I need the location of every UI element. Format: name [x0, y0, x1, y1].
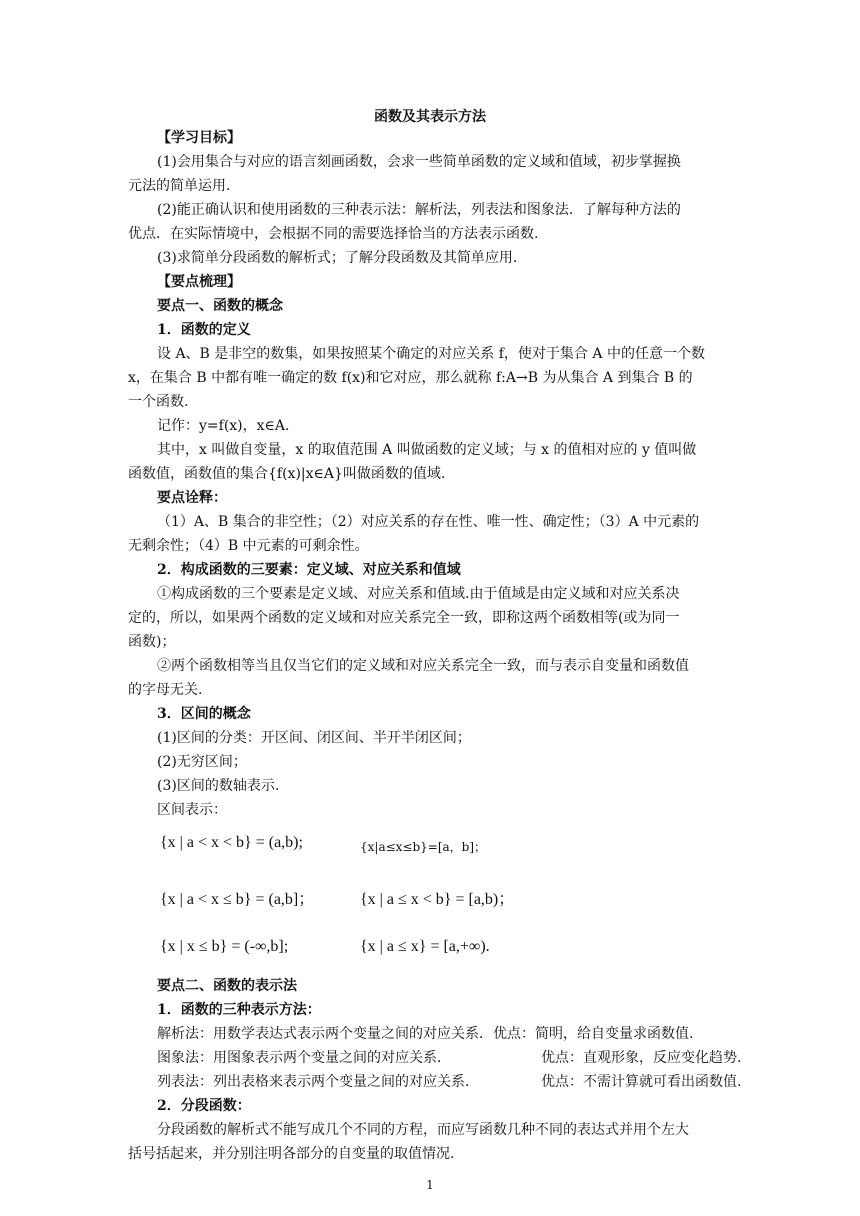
subsection-heading: 3．区间的概念	[157, 706, 251, 722]
paragraph-line	[157, 1046, 742, 1070]
paragraph-line: （1）A、B 集合的非空性；（2）对应关系的存在性、唯一性、确定性；（3）A 中元素的	[157, 514, 700, 530]
paragraph-line: 定的，所以，如果两个函数的定义域和对应关系完全一致，即称这两个函数相等(或为同一	[128, 610, 680, 626]
subsection-heading: 1．函数的定义	[157, 322, 251, 338]
paragraph-line: 函数值，函数值的集合{f(x)|x∈A}叫做函数的值域.	[128, 466, 446, 482]
subsection-heading: 要点诠释：	[157, 490, 227, 506]
page-number: 1	[426, 1178, 434, 1192]
paragraph-line: (2)能正确认识和使用函数的三种表示法：解析法，列表法和图象法．了解每种方法的	[157, 202, 681, 218]
interval-formula: {x | a < x ≤ b} = (a,b]；	[160, 891, 315, 908]
paragraph-line: 元法的简单运用.	[128, 178, 231, 194]
paragraph-line: 括号括起来，并分别注明各部分的自变量的取值情况.	[128, 1146, 455, 1162]
paragraph-line: 分段函数的解析式不能写成几个不同的方程，而应写函数几种不同的表达式并用个左大	[157, 1122, 689, 1138]
paragraph-line: 的字母无关.	[128, 682, 203, 698]
paragraph-line: (1)会用集合与对应的语言刻画函数，会求一些简单函数的定义域和值域，初步掌握换	[157, 154, 681, 170]
representation-method: 图象法：用图象表示两个变量之间的对应关系．	[157, 1050, 451, 1066]
page-title: 函数及其表示方法	[374, 109, 486, 125]
representation-advantage: 优点：直观形象，反应变化趋势.	[541, 1050, 742, 1066]
representation-method: 列表法：列出表格来表示两个变量之间的对应关系．	[157, 1074, 479, 1090]
paragraph-line: (1)区间的分类：开区间、闭区间、半开半闭区间；	[157, 730, 471, 746]
paragraph-line: 优点．在实际情境中，会根据不同的需要选择恰当的方法表示函数.	[128, 226, 539, 242]
paragraph-line: (3)区间的数轴表示.	[157, 778, 280, 794]
paragraph-line	[157, 1070, 742, 1094]
paragraph-line: 其中，x 叫做自变量，x 的取值范围 A 叫做函数的定义域；与 x 的值相对应的 y 值叫做	[157, 442, 697, 458]
interval-formula: {x | x ≤ b} = (-∞,b];	[160, 938, 289, 955]
paragraph-line: (2)无穷区间；	[157, 754, 247, 770]
representation-advantage: 优点：不需计算就可看出函数值.	[541, 1074, 742, 1090]
subsection-heading: 2．分段函数：	[157, 1098, 251, 1114]
interval-formula: {x|a≤x≤b}=[a，b]；	[360, 840, 487, 854]
paragraph-line: 解析法：用数学表达式表示两个变量之间的对应关系．优点：简明，给自变量求函数值.	[157, 1026, 694, 1042]
paragraph-line: 函数)；	[128, 634, 176, 650]
paragraph-line: (3)求简单分段函数的解析式；了解分段函数及其简单应用.	[157, 250, 518, 266]
section-heading: 【学习目标】	[157, 130, 241, 146]
subsection-heading: 2．构成函数的三要素：定义域、对应关系和值域	[157, 562, 461, 578]
paragraph-line: 一个函数.	[128, 394, 189, 410]
subsection-heading: 要点一、函数的概念	[157, 298, 283, 314]
interval-formula: {x | a ≤ x < b} = [a,b)；	[360, 891, 515, 908]
subsection-heading: 要点二、函数的表示法	[157, 978, 297, 994]
subsection-heading: 1．函数的三种表示方法：	[157, 1002, 321, 1018]
paragraph-line: ②两个函数相等当且仅当它们的定义域和对应关系完全一致，而与表示自变量和函数值	[157, 658, 689, 674]
interval-formula: {x | a ≤ x} = [a,+∞).	[360, 938, 490, 955]
paragraph-line: 记作：y=f(x)，x∈A.	[157, 418, 290, 434]
paragraph-line: x，在集合 B 中都有唯一确定的数 f(x)和它对应，那么就称 f:A→B 为从集合 A 到集合 B 的	[128, 370, 693, 386]
paragraph-line: 无剩余性；（4）B 中元素的可剩余性。	[128, 538, 369, 554]
interval-formula: {x | a < x < b} = (a,b);	[160, 834, 303, 851]
paragraph-line: 区间表示：	[157, 802, 227, 818]
paragraph-line: ①构成函数的三个要素是定义域、对应关系和值域.由于值域是由定义域和对应关系决	[157, 586, 680, 602]
section-heading: 【要点梳理】	[157, 274, 241, 290]
paragraph-line: 设 A、B 是非空的数集，如果按照某个确定的对应关系 f，使对于集合 A 中的任意一个数	[157, 346, 705, 362]
